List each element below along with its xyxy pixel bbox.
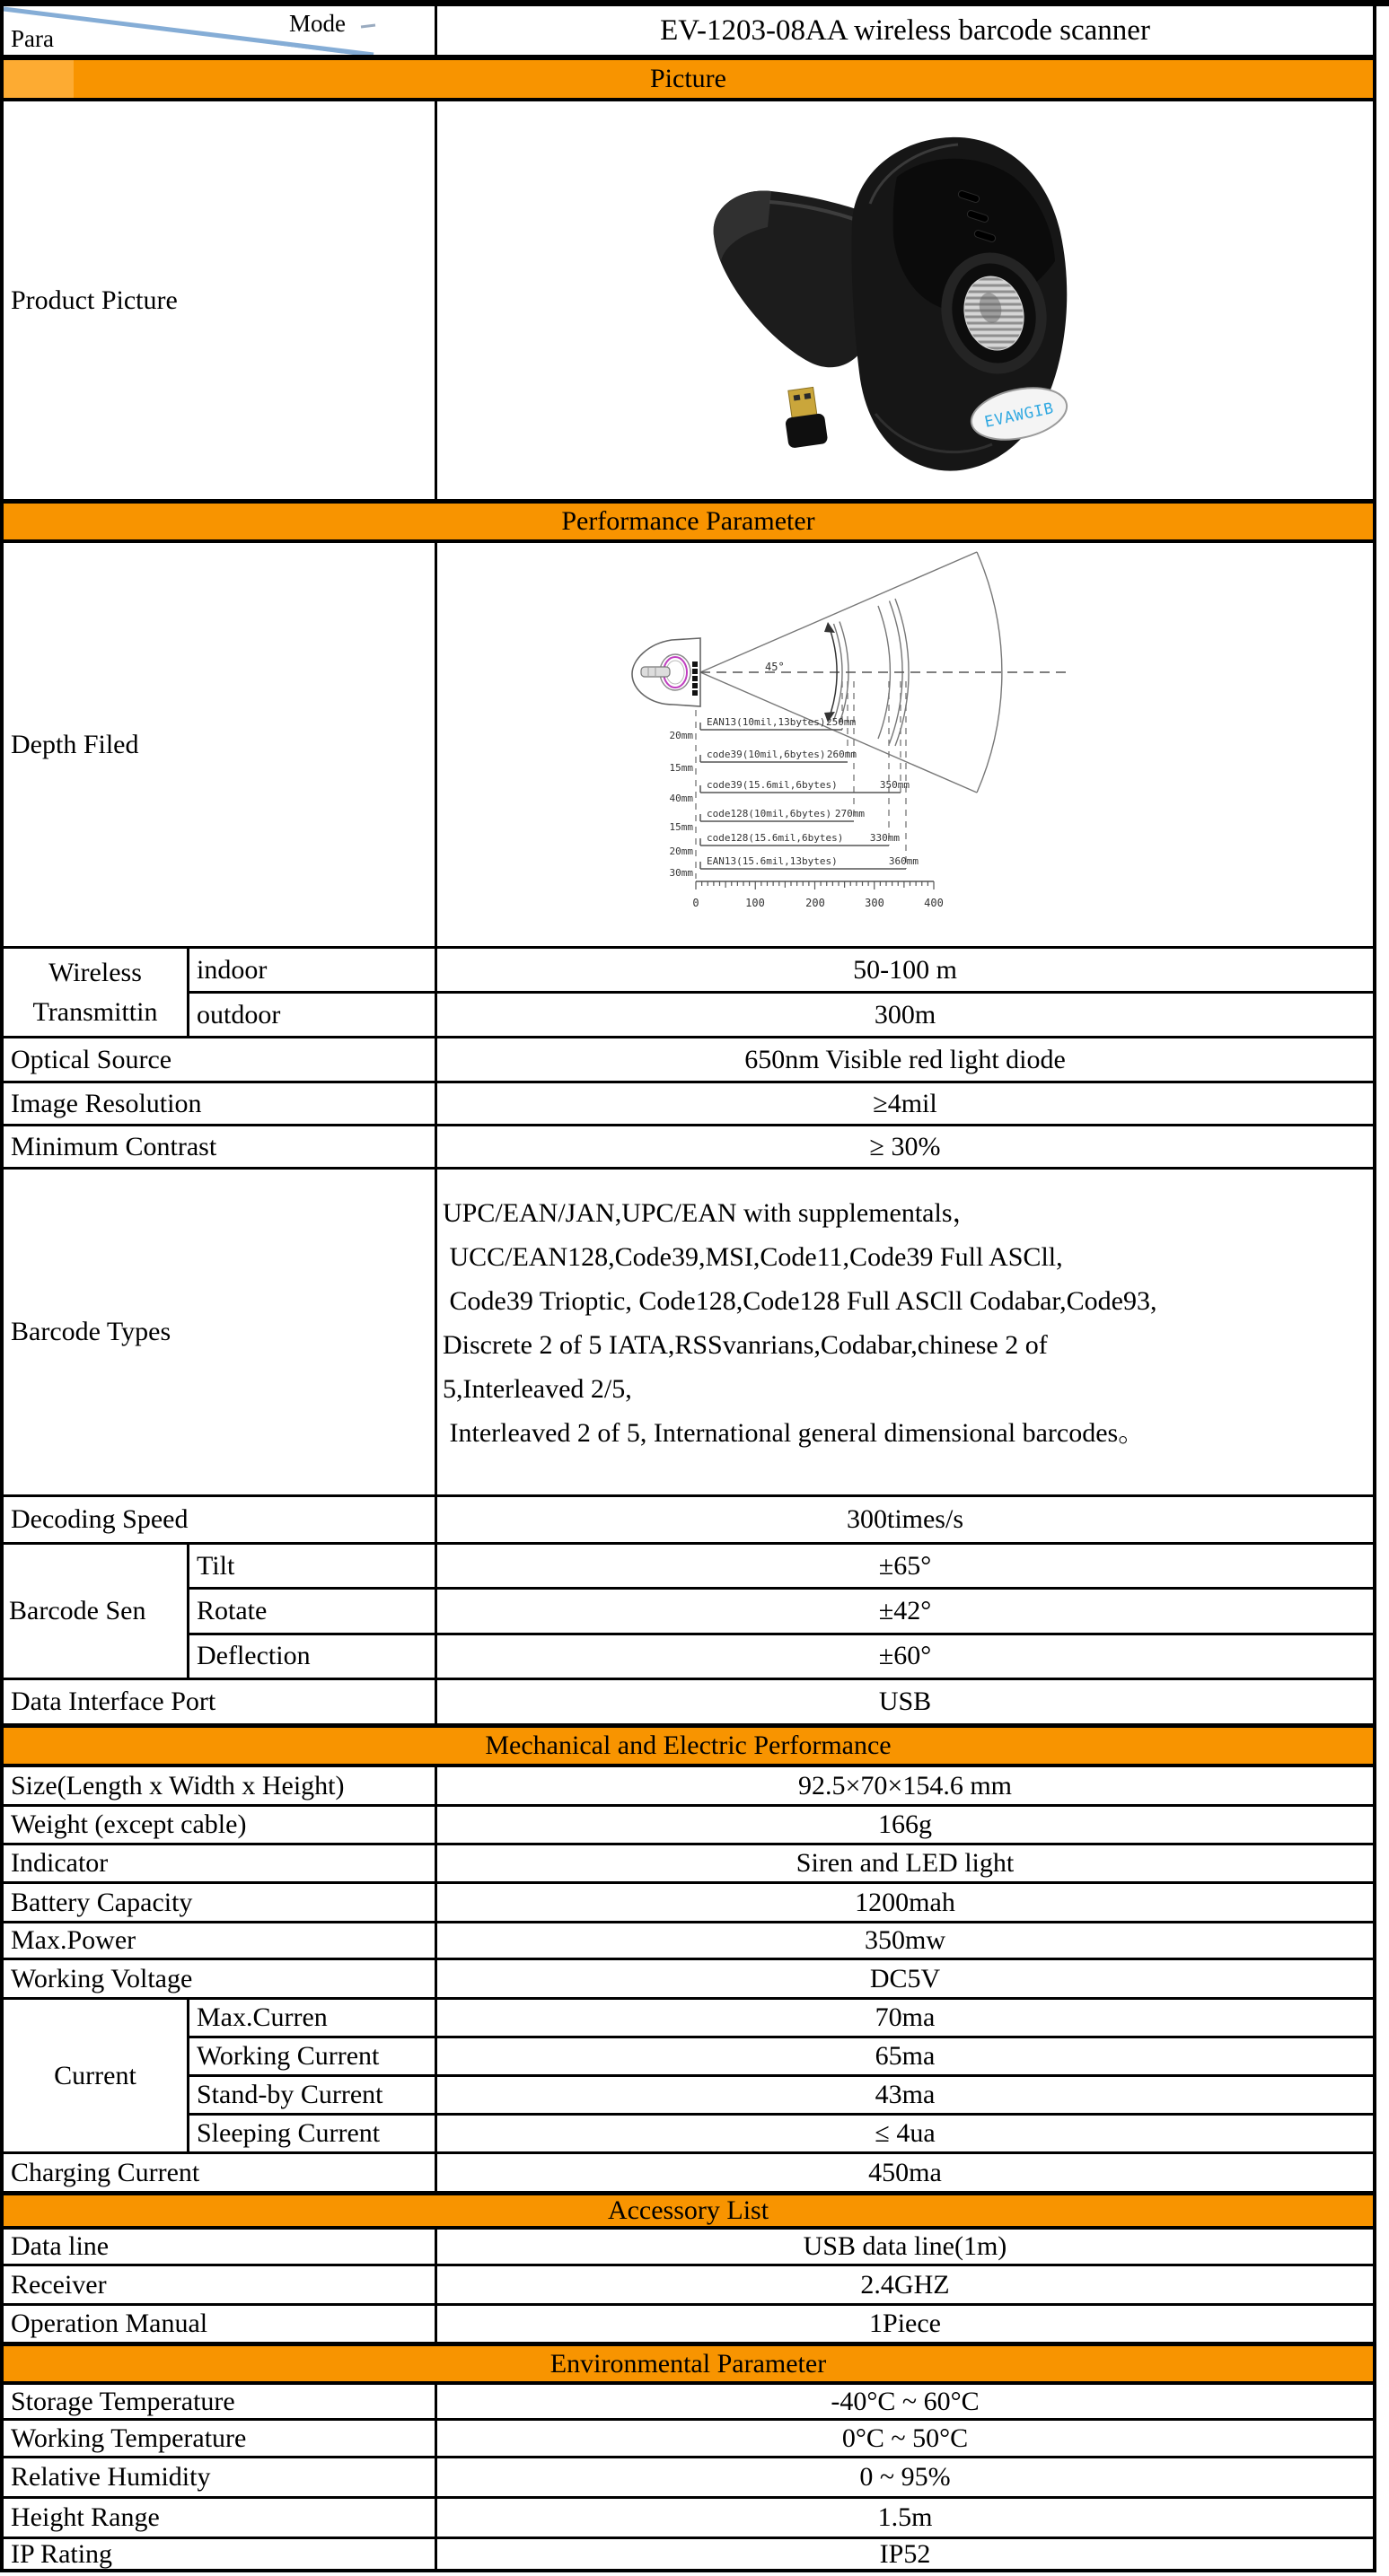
section-header-performance-label: Performance Parameter [561,506,815,536]
row-label: Minimum Contrast [4,1126,437,1167]
section-header-mechanical [4,1726,1373,1767]
depth-label: 30mm [669,867,693,879]
table-row [4,2458,1373,2499]
section-header-mechanical-label: Mechanical and Electric Performance [485,1730,892,1760]
row-label: Depth Filed [4,543,437,946]
barcode-types-line: Interleaved 2 of 5, International general dimensional barcodes。 [443,1418,1146,1448]
wireless-transmitting-group [4,949,1373,1038]
row-value: 450ma [868,2157,942,2187]
code-label: code39(10mil,6bytes) [707,749,826,760]
row-value: 50-100 m [853,954,957,985]
usb-dongle [781,386,828,449]
ruler-tick-label: 0 [692,897,699,909]
table-row [4,2539,1373,2569]
sub-label-indoor: indoor [189,949,437,991]
table-row [4,1807,1373,1845]
row-label: Relative Humidity [4,2458,437,2496]
distance-label: 330mm [869,832,900,844]
row-value: 300m [874,999,936,1030]
depth-field-cell [437,543,1373,946]
distance-label: 270mm [834,808,865,819]
sub-label-working-current: Working Current [189,2038,437,2074]
barcode-types-line: 5,Interleaved 2/5, [443,1374,632,1404]
code-label: code39(15.6mil,6bytes) [707,779,838,791]
row-label: IP Rating [4,2539,437,2569]
table-row [4,1083,1373,1126]
row-value: 65ma [875,2041,936,2071]
barcode-scanner-image [662,118,1084,487]
row-value: 350mw [865,1925,945,1955]
row-value: 0°C ~ 50°C [841,2423,969,2453]
section-header-picture [4,58,1373,101]
depth-field-row [4,543,1373,949]
table-row [4,1767,1373,1807]
code-label: EAN13(15.6mil,13bytes) [707,855,838,867]
row-value: ±65° [878,1550,932,1581]
distance-label: 250mm [826,716,857,728]
row-value: 1.5m [877,2502,933,2532]
row-value: USB data line(1m) [803,2231,1007,2261]
row-label: Receiver [4,2266,437,2303]
spec-table [0,6,1376,2572]
table-row [189,2077,1373,2116]
table-row [4,2421,1373,2458]
depth-label: 20mm [669,730,693,741]
depth-field-diagram [621,545,1075,944]
table-row [189,949,1373,994]
stray-dash [361,25,375,27]
sub-label-tilt: Tilt [189,1545,437,1587]
table-row [4,1845,1373,1884]
row-value: 166g [878,1809,932,1839]
corner-label-parameter: Para [11,25,54,52]
distance-label: 350mm [879,779,910,791]
band-light-block [4,60,74,98]
barcode-types-line: Discrete 2 of 5 IATA,RSSvanrians,Codabar,chinese 2 of [443,1330,1048,1360]
section-header-environment [4,2344,1373,2385]
row-label: Image Resolution [4,1083,437,1124]
table-row [4,2266,1373,2306]
row-value: 43ma [875,2080,936,2109]
product-title: EV-1203-08AA wireless barcode scanner [660,13,1150,47]
table-row [4,1497,1373,1545]
row-label: Charging Current [4,2154,437,2191]
row-value: 1Piece [869,2309,941,2338]
ruler-tick-label: 100 [745,897,765,909]
row-label: Working Voltage [4,1960,437,1997]
table-row [189,1590,1373,1634]
table-row [4,1923,1373,1960]
depth-label: 15mm [669,821,693,833]
corner-label-mode: Mode [289,10,346,37]
table-row [4,2306,1373,2344]
table-row [189,994,1373,1036]
table-row [4,2385,1373,2421]
row-value: 300times/s [846,1504,963,1534]
ruler-tick-label: 300 [865,897,884,909]
row-label: Operation Manual [4,2306,437,2342]
group-label-current: Current [4,2000,189,2151]
row-label: Working Temperature [4,2421,437,2456]
angle-label: 45° [765,661,785,673]
diagonal-header-cell [4,6,437,55]
measure-lines [700,723,906,869]
table-row [4,1960,1373,2000]
header-row [4,6,1373,58]
sub-label-max-current: Max.Curren [189,2000,437,2036]
row-value: ≥4mil [873,1088,937,1118]
sub-label-rotate: Rotate [189,1590,437,1632]
table-row [189,2038,1373,2077]
table-row [4,2499,1373,2539]
row-label: Product Picture [4,101,437,499]
row-value: -40°C ~ 60°C [831,2386,980,2416]
row-value: ≤ 4ua [875,2118,936,2148]
row-value: ±42° [878,1595,932,1625]
row-value: 92.5×70×154.6 mm [797,1770,1012,1801]
distance-label: 360mm [888,855,919,867]
sub-label-standby-current: Stand-by Current [189,2077,437,2113]
current-group [4,2000,1373,2154]
row-value: 1200mah [855,1887,955,1917]
barcode-types-row [4,1170,1373,1497]
row-value: 70ma [875,2002,936,2032]
diagonal-line-graphic [4,6,437,55]
table-row [4,1126,1373,1170]
section-header-accessory [4,2194,1373,2230]
row-value: ≥ 30% [869,1131,941,1161]
table-row [4,2154,1373,2194]
table-row [4,2230,1373,2266]
row-value: 2.4GHZ [860,2269,950,2300]
row-label: Weight (except cable) [4,1807,437,1843]
code-label: code128(10mil,6bytes) [707,808,832,819]
sub-label-deflection: Deflection [189,1635,437,1678]
ruler-tick-label: 400 [924,897,944,909]
row-label: Indicator [4,1845,437,1881]
row-value: IP52 [879,2539,931,2569]
sub-label-outdoor: outdoor [189,994,437,1036]
code-label: EAN13(10mil,13bytes) [707,716,826,728]
table-row [189,1545,1373,1590]
table-row [4,1884,1373,1923]
group-label-sensitivity: Barcode Sen [4,1545,189,1678]
top-border [0,0,1389,6]
row-label: Storage Temperature [4,2385,437,2418]
row-value: Siren and LED light [796,1848,1015,1878]
row-label: Max.Power [4,1923,437,1958]
ruler-ticks [696,881,934,889]
barcode-types-text [437,1170,1373,1494]
usb-body [785,413,828,449]
angle-arrow-top [824,622,835,633]
row-value: DC5V [869,1963,941,1993]
depth-label: 40mm [669,793,693,804]
row-label: Barcode Types [4,1170,437,1494]
usb-slot [794,395,801,401]
product-picture-cell [437,101,1373,499]
row-label: Size(Length x Width x Height) [4,1767,437,1804]
row-label: Data line [4,2230,437,2264]
row-value: USB [878,1687,932,1716]
table-row [189,1635,1373,1678]
barcode-types-line: UCC/EAN128,Code39,MSI,Code11,Code39 Full ASCll, [443,1242,1063,1272]
section-header-picture-label: Picture [650,64,726,93]
row-value: 0 ~ 95% [859,2462,951,2492]
barcode-types-line: UPC/EAN/JAN,UPC/EAN with supplementals， [443,1198,980,1228]
sub-label-sleeping-current: Sleeping Current [189,2116,437,2151]
table-row [189,2116,1373,2151]
row-label: Battery Capacity [4,1884,437,1921]
row-value: ±60° [878,1641,932,1671]
barcode-sensitivity-group [4,1545,1373,1680]
barcode-types-line: Code39 Trioptic, Code128,Code128 Full ASCll Codabar,Code93, [443,1286,1157,1316]
section-header-environment-label: Environmental Parameter [549,2348,827,2379]
ruler-tick-label: 200 [805,897,825,909]
depth-label: 20mm [669,846,693,857]
section-header-performance [4,502,1373,543]
product-picture-row [4,101,1373,502]
diagram-emitter-dots [692,662,698,696]
distance-label: 260mm [826,749,857,760]
table-row [4,1680,1373,1726]
row-label: Data Interface Port [4,1680,437,1723]
row-label: Decoding Speed [4,1497,437,1542]
table-row [189,2000,1373,2038]
group-label-wireless: Wireless Transmittin [4,949,189,1036]
section-header-accessory-label: Accessory List [607,2195,769,2225]
row-label: Optical Source [4,1038,437,1081]
row-value: 650nm Visible red light diode [744,1044,1066,1074]
depth-label: 15mm [669,762,693,774]
row-label: Height Range [4,2499,437,2537]
usb-slot [804,393,812,399]
brand-logo-text: EVAWGIB [982,399,1056,432]
code-label: code128(15.6mil,6bytes) [707,832,844,844]
table-row [4,1038,1373,1083]
